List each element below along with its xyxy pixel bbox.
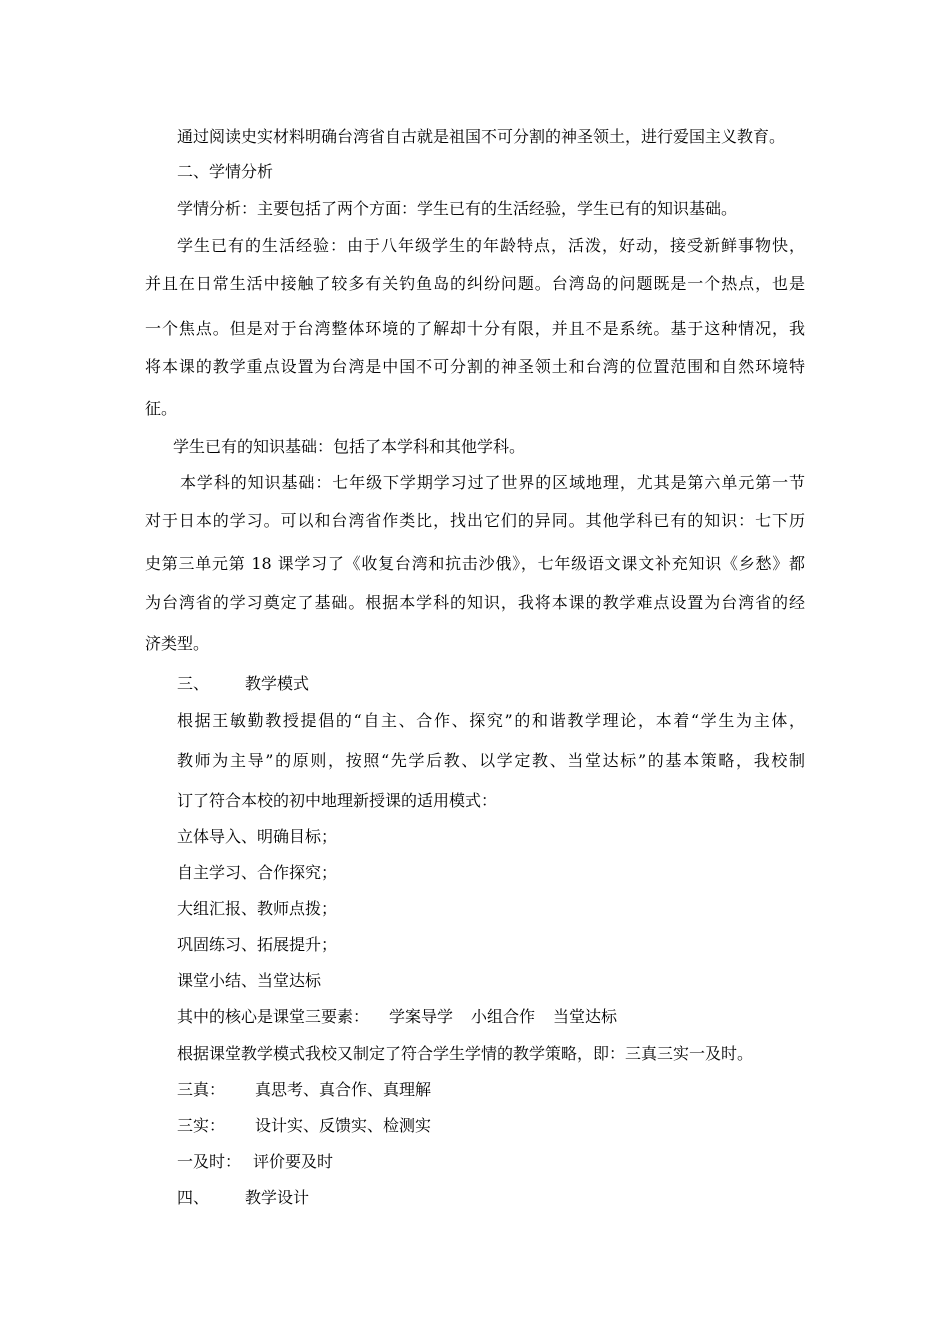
mode-step: 大组汇报、教师点拨； — [177, 899, 338, 918]
heading-teaching-mode — [177, 673, 309, 695]
heading-text: 教学模式 — [245, 674, 310, 693]
life-experience-line: 将本课的教学重点设置为台湾是中国不可分割的神圣领土和台湾的位置范围和自然环境特 — [145, 357, 805, 376]
knowledge-intro: 学生已有的知识基础：包括了本学科和其他学科。 — [173, 437, 526, 456]
mode-step: 自主学习、合作探究； — [177, 863, 338, 882]
learning-analysis-summary: 学情分析：主要包括了两个方面：学生已有的生活经验，学生已有的知识基础。 — [177, 199, 738, 218]
three-true-label: 三真： — [177, 1080, 226, 1099]
three-solid-value: 设计实、反馈实、检测实 — [255, 1116, 432, 1135]
timely-label: 一及时： — [177, 1152, 242, 1171]
core-item: 学案导学 — [389, 1007, 454, 1026]
mode-step: 课堂小结、当堂达标 — [177, 971, 322, 990]
heading-text: 教学设计 — [245, 1188, 310, 1207]
life-experience-line: 并且在日常生活中接触了较多有关钓鱼岛的纠纷问题。台湾岛的问题既是一个热点，也是 — [145, 274, 805, 293]
three-solid-label: 三实： — [177, 1116, 226, 1135]
mode-step: 巩固练习、拓展提升； — [177, 935, 338, 954]
knowledge-detail-line: 为台湾省的学习奠定了基础。根据本学科的知识，我将本课的教学难点设置为台湾省的经 — [145, 593, 805, 612]
mode-step: 立体导入、明确目标； — [177, 827, 338, 846]
timely-line — [177, 1151, 333, 1173]
strategy-line: 根据课堂教学模式我校又制定了符合学生学情的教学策略，即：三真三实一及时。 — [177, 1044, 754, 1063]
goal-line: 通过阅读史实材料明确台湾省自古就是祖国不可分割的神圣领土，进行爱国主义教育。 — [177, 127, 786, 146]
heading-learning-analysis: 二、学情分析 — [177, 162, 274, 181]
heading-number: 三、 — [177, 674, 210, 693]
teaching-mode-intro-line: 教师为主导”的原则，按照“先学后教、以学定教、当堂达标”的基本策略，我校制 — [177, 751, 805, 770]
knowledge-detail-line: 史第三单元第 18 课学习了《收复台湾和抗击沙俄》，七年级语文课文补充知识《乡愁》都 — [145, 554, 805, 573]
life-experience-line: 征。 — [145, 399, 178, 418]
three-true-line — [177, 1079, 431, 1101]
teaching-mode-intro-line: 根据王敏勤教授提倡的“自主、合作、探究”的和谐教学理论，本着“学生为主体， — [177, 711, 805, 730]
three-true-value: 真思考、真合作、真理解 — [255, 1080, 432, 1099]
core-elements-line — [177, 1006, 617, 1028]
life-experience-line: 学生已有的生活经验：由于八年级学生的年龄特点，活泼，好动，接受新鲜事物快， — [177, 236, 805, 255]
life-experience-line: 一个焦点。但是对于台湾整体环境的了解却十分有限，并且不是系统。基于这种情况，我 — [145, 319, 805, 338]
heading-number: 四、 — [177, 1188, 210, 1207]
timely-value: 评价要及时 — [253, 1152, 334, 1171]
teaching-mode-intro-line: 订了符合本校的初中地理新授课的适用模式： — [177, 791, 498, 810]
knowledge-detail-line: 对于日本的学习。可以和台湾省作类比，找出它们的异同。其他学科已有的知识：七下历 — [145, 511, 805, 530]
core-label: 其中的核心是课堂三要素： — [177, 1007, 370, 1026]
knowledge-detail-line: 济类型。 — [145, 634, 210, 653]
knowledge-detail-line: 本学科的知识基础：七年级下学期学习过了世界的区域地理，尤其是第六单元第一节 — [180, 473, 805, 492]
core-item: 小组合作 — [471, 1007, 536, 1026]
heading-teaching-design — [177, 1187, 309, 1209]
three-solid-line — [177, 1115, 431, 1137]
core-item: 当堂达标 — [553, 1007, 618, 1026]
